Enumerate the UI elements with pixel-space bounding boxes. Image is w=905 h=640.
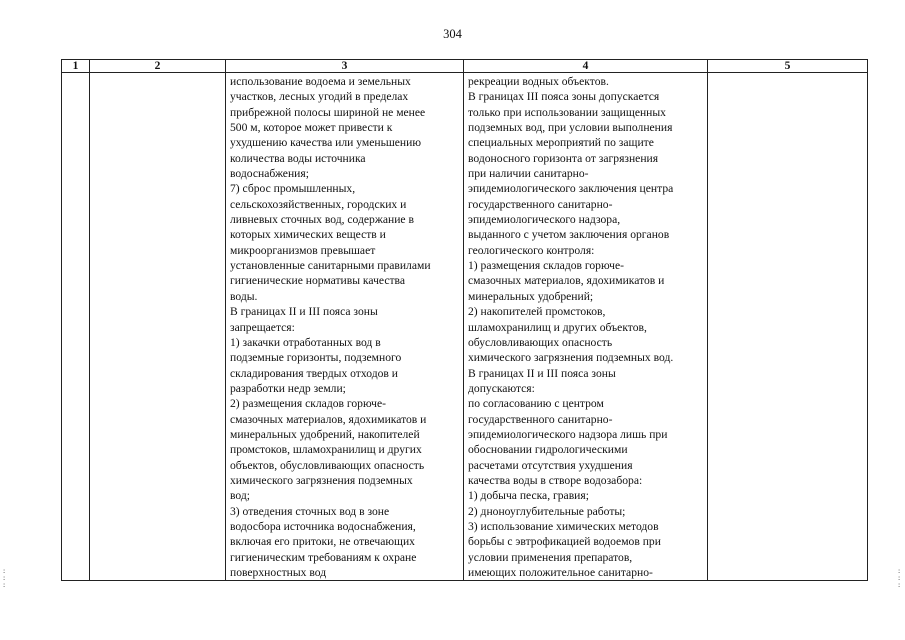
- col4-text-line: обусловливающих опасность: [468, 335, 613, 349]
- col4-text-line: государственного санитарно-: [468, 412, 613, 426]
- cell-col-5: [708, 73, 868, 581]
- col3-text-line: складирования твердых отходов и: [230, 366, 398, 380]
- col4-text-line: обосновании гидрологическими: [468, 443, 628, 457]
- col3-text-line: включая его притоки, не отвечающих: [230, 535, 415, 549]
- col4-text-line: геологического контроля:: [468, 243, 595, 257]
- col4-text-line: смазочных материалов, ядохимикатов и: [468, 274, 665, 288]
- col3-text-line: гигиеническим требованиям к охране: [230, 550, 417, 564]
- header-col-2: 2: [90, 60, 226, 73]
- col3-text-line: промстоков, шламохранилищ и других: [230, 443, 422, 457]
- col3-text-line: участков, лесных угодий в пределах: [230, 90, 409, 104]
- col4-text-line: расчетами отсутствия ухудшения: [468, 458, 633, 472]
- col3-text-line: объектов, обусловливающих опасность: [230, 458, 425, 472]
- cell-col-3-prohibitions: [226, 73, 464, 581]
- col4-text-line: выданного с учетом заключения органов: [468, 228, 670, 242]
- table-row: [62, 73, 868, 581]
- col4-text-line: специальных мероприятий по защите: [468, 136, 654, 150]
- header-col-4: 4: [464, 60, 708, 73]
- col3-text-line: 1) закачки отработанных вод в: [230, 335, 381, 349]
- col3-text-line: запрещается:: [230, 320, 295, 334]
- col3-text-line: смазочных материалов, ядохимикатов и: [230, 412, 427, 426]
- col4-text-line: 1) добыча песка, гравия;: [468, 489, 589, 503]
- col4-text-line: В границах III пояса зоны допускается: [468, 90, 660, 104]
- col4-text-line: 2) дноноуглубительные работы;: [468, 504, 626, 518]
- cell-col-4-allowances: [464, 73, 708, 581]
- col4-text-line: только при использовании защищенных: [468, 105, 666, 119]
- col4-text-line: при наличии санитарно-: [468, 167, 589, 181]
- col4-text-line: минеральных удобрений;: [468, 289, 594, 303]
- col3-text-line: 3) отведения сточных вод в зоне: [230, 504, 390, 518]
- col3-text-line: количества воды источника: [230, 151, 366, 165]
- col4-text-line: государственного санитарно-: [468, 197, 613, 211]
- col3-text-line: 500 м, которое может привести к: [230, 121, 393, 135]
- scan-edge-mark-left: : : :: [2, 567, 7, 589]
- col4-text-line: водоносного горизонта от загрязнения: [468, 151, 659, 165]
- page-number: 304: [443, 27, 462, 41]
- col3-text-line: минеральных удобрений, накопителей: [230, 427, 420, 441]
- col3-text-line: 2) размещения складов горюче-: [230, 397, 387, 411]
- header-col-5: 5: [708, 60, 868, 73]
- col3-text-line: В границах II и III пояса зоны: [230, 305, 378, 319]
- header-col-3: 3: [226, 60, 464, 73]
- col3-text-line: водоснабжения;: [230, 167, 309, 181]
- col3-text-line: прибрежной полосы шириной не менее: [230, 105, 426, 119]
- cell-col-2: [90, 73, 226, 581]
- col4-text-line: борьбы с эвтрофикацией водоемов при: [468, 535, 661, 549]
- col3-text-line: использование водоема и земельных: [230, 75, 411, 88]
- col3-text-line: подземные горизонты, подземного: [230, 351, 402, 365]
- col4-text-line: шламохранилищ и других объектов,: [468, 320, 647, 334]
- col3-text-line: водосбора источника водоснабжения,: [230, 519, 416, 533]
- document-table: [61, 59, 868, 581]
- col4-text-line: 2) накопителей промстоков,: [468, 305, 606, 319]
- col4-text-line: 3) использование химических методов: [468, 519, 659, 533]
- col4-text-line: эпидемиологического надзора,: [468, 213, 621, 227]
- col4-text-line: эпидемиологического заключения центра: [468, 182, 674, 196]
- col4-text-line: рекреации водных объектов.: [468, 75, 609, 88]
- col4-text-line: В границах II и III пояса зоны: [468, 366, 616, 380]
- col4-text-line: качества воды в створе водозабора:: [468, 473, 643, 487]
- table-header-row: [62, 60, 868, 73]
- col3-text-line: сельскохозяйственных, городских и: [230, 197, 407, 211]
- col3-text-line: разработки недр земли;: [230, 381, 346, 395]
- scan-edge-mark-right: : : :: [897, 567, 902, 589]
- col3-text-line: 7) сброс промышленных,: [230, 182, 356, 196]
- col4-text-line: 1) размещения складов горюче-: [468, 259, 625, 273]
- col3-text-line: вод;: [230, 489, 250, 503]
- col3-text-line: воды.: [230, 289, 258, 303]
- col4-text-line: по согласованию с центром: [468, 397, 604, 411]
- col3-text-line: установленные санитарными правилами: [230, 259, 431, 273]
- col4-text-line: подземных вод, при условии выполнения: [468, 121, 673, 135]
- col4-text-line: допускаются:: [468, 381, 535, 395]
- col4-text-line: условии применения препаратов,: [468, 550, 633, 564]
- col3-text-line: гигиенические нормативы качества: [230, 274, 406, 288]
- col4-text-line: химического загрязнения подземных вод.: [468, 351, 674, 365]
- col3-text-line: которых химических веществ и: [230, 228, 386, 242]
- col4-text-line: эпидемиологического надзора лишь при: [468, 427, 668, 441]
- header-col-1: 1: [62, 60, 90, 73]
- col3-text-line: микроорганизмов превышает: [230, 243, 376, 257]
- col3-text-line: ливневых сточных вод, содержание в: [230, 213, 414, 227]
- col3-text-line: химического загрязнения подземных: [230, 473, 413, 487]
- col4-text-line: имеющих положительное санитарно-: [468, 566, 653, 579]
- col3-text-line: ухудшению качества или уменьшению: [230, 136, 421, 150]
- col3-text-line: поверхностных вод: [230, 566, 327, 579]
- cell-col-1: [62, 73, 90, 581]
